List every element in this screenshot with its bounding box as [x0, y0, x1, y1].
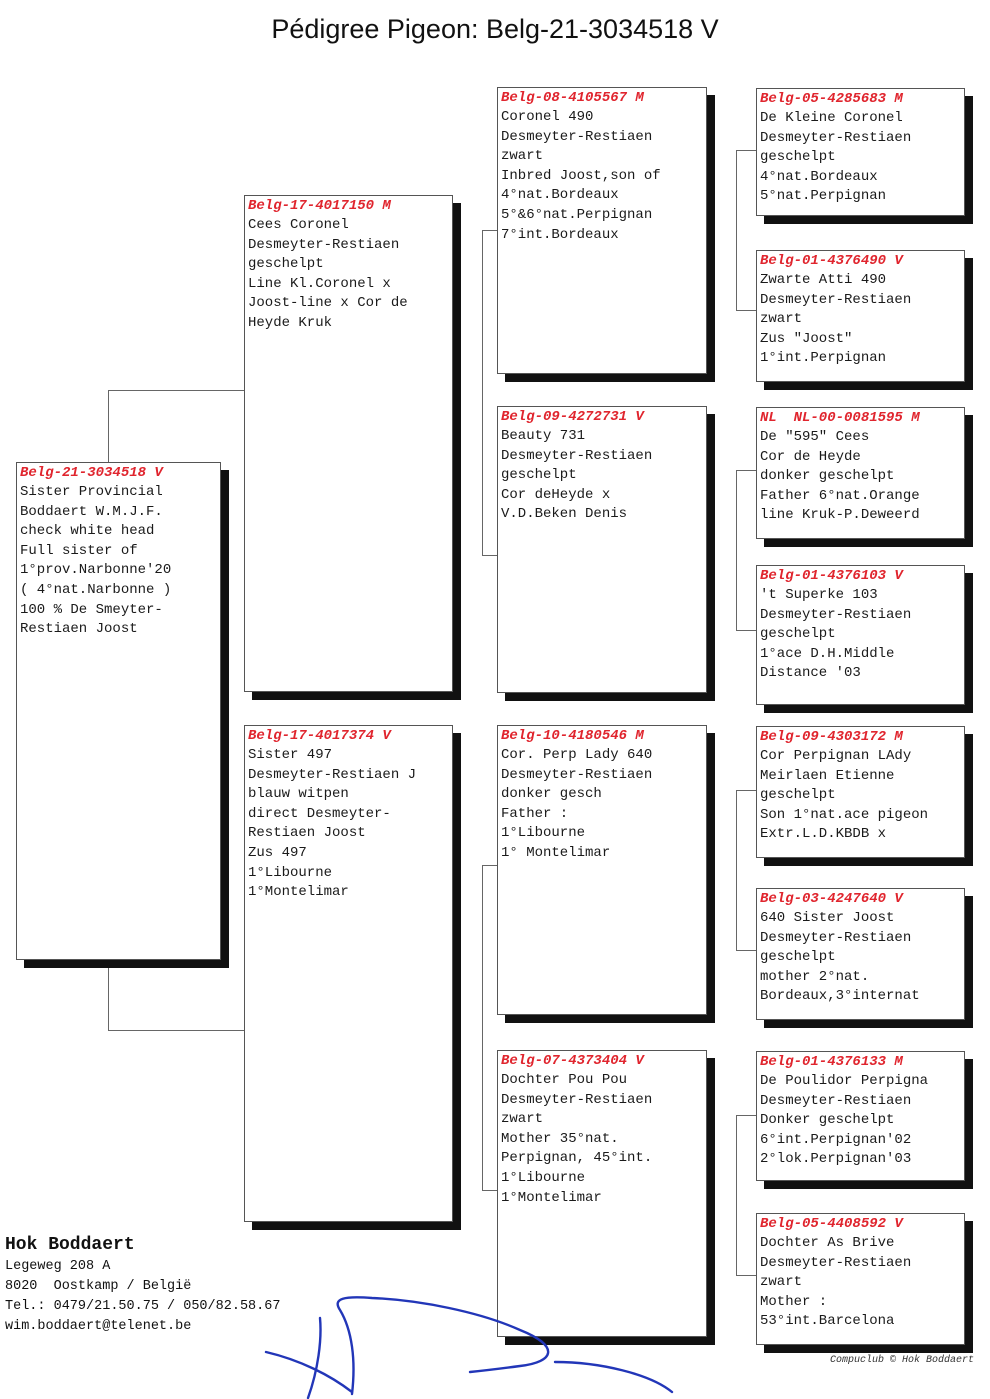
pigeon-detail-line: Zus 497	[248, 844, 307, 861]
pigeon-detail-line: Sister 497	[248, 747, 333, 763]
ring-number: Belg-01-4376103 V	[760, 568, 903, 584]
pigeon-detail-line: Sister Provincial	[20, 484, 163, 500]
ring-number: Belg-01-4376133 M	[760, 1054, 903, 1070]
pigeon-detail-line: Full sister of	[20, 542, 138, 559]
pigeon-detail-line: ( 4°nat.Narbonne )	[20, 581, 172, 598]
pigeon-detail-line: Coronel 490	[501, 109, 594, 125]
pigeon-detail-line: 1° Montelimar	[501, 844, 611, 861]
pigeon-detail-line: 100 % De Smeyter-	[20, 601, 163, 618]
pigeon-detail-line: donker gesch	[501, 786, 602, 803]
pigeon-detail-line: zwart	[501, 1111, 544, 1128]
pigeon-detail-line: Restiaen Joost	[20, 621, 138, 638]
pigeon-detail-line: 1°int.Perpignan	[760, 350, 887, 367]
pigeon-detail-line: Cor de Heyde	[760, 448, 861, 465]
pigeon-detail-line: Cor deHeyde x	[501, 486, 611, 503]
page-title: Pédigree Pigeon: Belg-21-3034518 V	[271, 14, 719, 44]
pigeon-detail-line: Perpignan, 45°int.	[501, 1150, 653, 1167]
pigeon-detail-line: geschelpt	[760, 949, 836, 966]
pigeon-detail-line: Heyde Kruk	[248, 314, 333, 331]
ring-number: Belg-05-4285683 M	[760, 91, 903, 107]
pigeon-detail-line: Dochter As Brive	[760, 1235, 895, 1251]
ring-number: Belg-01-4376490 V	[760, 253, 903, 269]
pigeon-detail-line: 2°lok.Perpignan'03	[760, 1151, 912, 1168]
pigeon-detail-line: 4°nat.Bordeaux	[501, 187, 619, 204]
pigeon-detail-line: Desmeyter-Restiaen	[501, 447, 653, 464]
pigeon-detail-line: Desmeyter-Restiaen	[760, 291, 912, 308]
pigeon-detail-line: Joost-line x Cor de	[248, 295, 408, 312]
pigeon-detail-line: Mother :	[760, 1293, 828, 1310]
pigeon-detail-line: Desmeyter-Restiaen	[760, 1092, 912, 1109]
software-credit: Compuclub © Hok Boddaert	[829, 1355, 974, 1366]
pigeon-detail-line: De Kleine Coronel	[760, 110, 903, 126]
pigeon-detail-line: Distance '03	[760, 665, 861, 682]
pigeon-detail-line: 1°Montelimar	[501, 1189, 602, 1206]
pigeon-detail-line: 6°int.Perpignan'02	[760, 1131, 912, 1148]
pigeon-detail-line: Desmeyter-Restiaen J	[248, 766, 417, 783]
pigeon-detail-line: 't Superke 103	[760, 587, 878, 603]
pigeon-detail-line: 1°ace D.H.Middle	[760, 645, 895, 662]
pigeon-detail-line: Desmeyter-Restiaen	[248, 236, 400, 253]
pigeon-detail-line: 4°nat.Bordeaux	[760, 168, 878, 185]
pigeon-detail-line: direct Desmeyter-	[248, 805, 391, 822]
pigeon-detail-line: Father 6°nat.Orange	[760, 487, 920, 504]
pigeon-detail-line: Beauty 731	[501, 428, 586, 444]
pigeon-detail-line: V.D.Beken Denis	[501, 506, 628, 523]
pigeon-detail-line: geschelpt	[501, 467, 577, 484]
pigeon-detail-line: Inbred Joost,son of	[501, 167, 661, 184]
pigeon-detail-line: 1°Libourne	[501, 1169, 586, 1186]
ring-number: Belg-05-4408592 V	[760, 1216, 903, 1232]
pigeon-detail-line: line Kruk-P.Deweerd	[760, 507, 920, 524]
pigeon-detail-line: Desmeyter-Restiaen	[760, 1254, 912, 1271]
pigeon-detail-line: De Poulidor Perpigna	[760, 1073, 929, 1089]
ring-number: Belg-10-4180546 M	[501, 728, 644, 744]
pigeon-detail-line: Line Kl.Coronel x	[248, 275, 391, 292]
pigeon-detail-line: Zus "Joost"	[760, 330, 853, 347]
ring-number: Belg-03-4247640 V	[760, 891, 903, 907]
pigeon-detail-line: Cor. Perp Lady 640	[501, 747, 653, 763]
email-line: wim.boddaert@telenet.be	[5, 1319, 192, 1334]
pigeon-detail-line: zwart	[760, 1274, 803, 1291]
pigeon-detail-line: blauw witpen	[248, 786, 349, 803]
pigeon-detail-line: Father :	[501, 805, 569, 822]
pigeon-detail-line: check white head	[20, 523, 155, 540]
pigeon-detail-line: Cor Perpignan LAdy	[760, 748, 912, 764]
pigeon-detail-line: Bordeaux,3°internat	[760, 988, 920, 1005]
ring-number: Belg-17-4017150 M	[248, 198, 391, 214]
pigeon-detail-line: Zwarte Atti 490	[760, 272, 887, 288]
pigeon-detail-line: geschelpt	[760, 626, 836, 643]
ring-number: Belg-17-4017374 V	[248, 728, 391, 744]
pigeon-detail-line: 640 Sister Joost	[760, 910, 895, 926]
pigeon-detail-line: Dochter Pou Pou	[501, 1072, 628, 1088]
pigeon-detail-line: Cees Coronel	[248, 217, 349, 233]
pigeon-detail-line: Son 1°nat.ace pigeon	[760, 806, 929, 823]
pigeon-detail-line: De "595" Cees	[760, 429, 870, 445]
pigeon-detail-line: Desmeyter-Restiaen	[760, 929, 912, 946]
pigeon-detail-line: Desmeyter-Restiaen	[760, 129, 912, 146]
pigeon-detail-line: Mother 35°nat.	[501, 1130, 619, 1147]
pigeon-detail-line: geschelpt	[248, 256, 324, 273]
loft-name: Hok Boddaert	[5, 1235, 135, 1255]
city-line: 8020 Oostkamp / België	[5, 1279, 192, 1294]
pigeon-detail-line: 5°nat.Perpignan	[760, 188, 887, 205]
pigeon-detail-line: 7°int.Bordeaux	[501, 226, 619, 243]
pigeon-detail-line: Meirlaen Etienne	[760, 767, 895, 784]
pigeon-detail-line: Boddaert W.M.J.F.	[20, 503, 163, 520]
ring-number: Belg-08-4105567 M	[501, 90, 644, 106]
address-line: Legeweg 208 A	[5, 1259, 111, 1274]
pigeon-detail-line: 1°Libourne	[248, 864, 333, 881]
pigeon-detail-line: Extr.L.D.KBDB x	[760, 826, 887, 843]
pigeon-detail-line: 1°Libourne	[501, 825, 586, 842]
pigeon-detail-line: Desmeyter-Restiaen	[501, 1091, 653, 1108]
pigeon-detail-line: Desmeyter-Restiaen	[501, 128, 653, 145]
ring-number: Belg-09-4303172 M	[760, 729, 903, 745]
ring-number: Belg-09-4272731 V	[501, 409, 644, 425]
pigeon-detail-line: 1°prov.Narbonne'20	[20, 562, 172, 579]
pigeon-detail-line: 53°int.Barcelona	[760, 1313, 895, 1330]
pigeon-detail-line: Desmeyter-Restiaen	[760, 606, 912, 623]
pigeon-detail-line: zwart	[760, 311, 803, 328]
phone-line: Tel.: 0479/21.50.75 / 050/82.58.67	[5, 1299, 281, 1314]
pigeon-detail-line: Desmeyter-Restiaen	[501, 766, 653, 783]
pigeon-detail-line: Donker geschelpt	[760, 1112, 895, 1129]
pigeon-detail-line: geschelpt	[760, 149, 836, 166]
pigeon-detail-line: zwart	[501, 148, 544, 165]
ring-number: Belg-21-3034518 V	[20, 465, 163, 481]
pigeon-detail-line: mother 2°nat.	[760, 968, 870, 985]
pigeon-detail-line: Restiaen Joost	[248, 825, 366, 842]
ring-number: Belg-07-4373404 V	[501, 1053, 644, 1069]
pigeon-detail-line: 5°&6°nat.Perpignan	[501, 206, 653, 223]
ring-number: NL NL-00-0081595 M	[760, 410, 920, 426]
pigeon-detail-line: donker geschelpt	[760, 468, 895, 485]
pigeon-detail-line: 1°Montelimar	[248, 884, 349, 901]
pigeon-detail-line: geschelpt	[760, 787, 836, 804]
